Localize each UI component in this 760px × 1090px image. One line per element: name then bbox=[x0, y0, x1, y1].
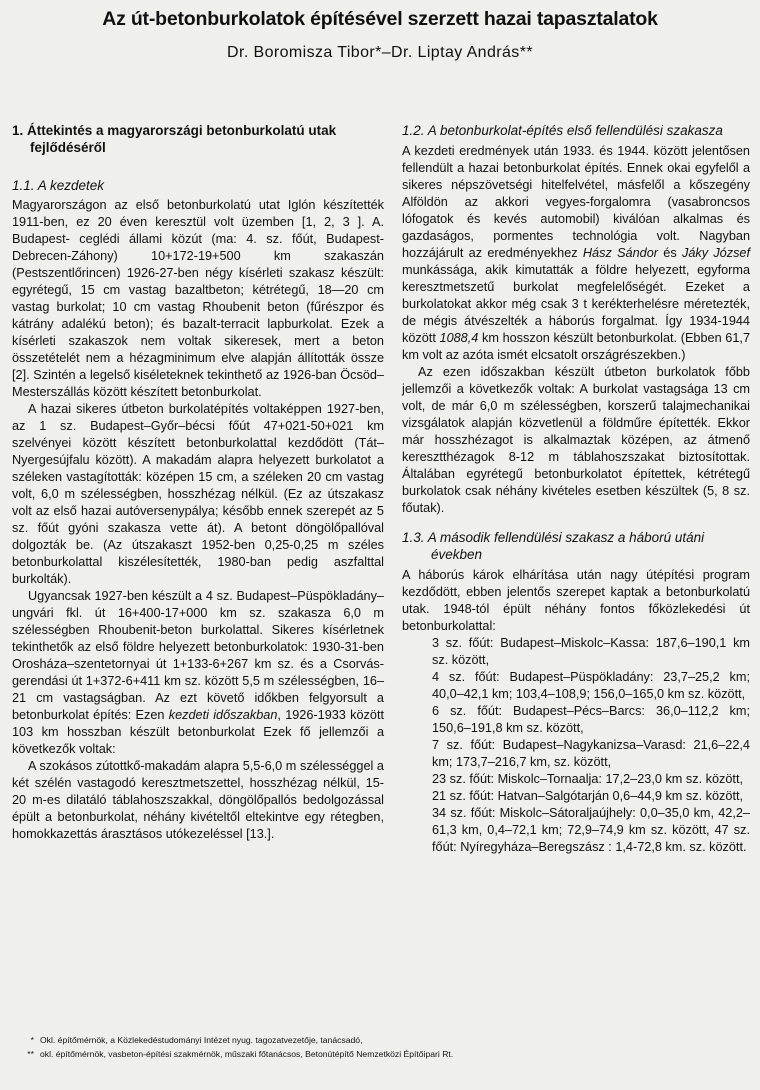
paragraph-5-length: 1088,4 bbox=[439, 331, 479, 345]
paragraph-5-part-a: A kezdeti eredmények után 1933. és 1944. között jelentősen fellendült a hazai betonburkolat építés. Ennek okai egyfelől a sikeres népszövetségi hitelfelvétel, másfelől a kőszegény Alföldön az akkori vegyes-forgalomra (vasabroncsos lófogatok és kevés automobil) kiválóan alkalmas és gazdaságos, pormentes technológia volt. Nagyban hozzájárult az eredményekhez bbox=[402, 144, 750, 260]
footnote-mark: ** bbox=[27, 1049, 34, 1059]
paragraph-3-part-b: , 1926-1933 között 103 km hosszban készült betonburkolat Ezek fő jellemzői a következők voltak: bbox=[12, 708, 384, 756]
right-column bbox=[402, 122, 750, 856]
footnote bbox=[12, 1047, 752, 1061]
footnote bbox=[12, 1033, 752, 1047]
paragraph-4: A szokásos zútottkő-makadám alapra 5,5-6,0 m szélességgel a két szélén vastagodó keresztmetszettel, hosszhézag nélkül, 15-20 m-es dilatáló táblahoszszakkal, döngölőpallós bedolgozással épült a betonburkolat, néhány kivételtől eltekintve egy rétegben, homokkazettás árasztásos utókezeléssel [13.]. bbox=[12, 759, 384, 841]
left-column bbox=[12, 122, 384, 843]
paragraph-5-name-hasz: Hász Sándor bbox=[582, 246, 658, 260]
paragraph-7: A háborús károk elhárítása után nagy útépítési program kezdődött, ebben jelentős szerepet kaptak a betonburkolatú utak. 1948-tól épült néhány fontos főközlekedési út betonburkolattal: bbox=[402, 568, 750, 633]
list-item: 6 sz. főút: Budapest–Pécs–Barcs: 36,0–112,2 km; 150,6–191,8 km sz. között, bbox=[432, 704, 750, 735]
paragraph-5-part-d: km hosszon készült betonburkolat. (Ebben 61,7 km volt az azóta ismét elcsatolt országrészekben.) bbox=[402, 331, 750, 362]
paragraph-3 bbox=[12, 588, 384, 758]
paragraph-3-emphasis: kezdeti időszakban bbox=[168, 708, 278, 722]
subsection-1-3-heading: 1.3. A második fellendülési szakasz a háború utáni években bbox=[402, 530, 705, 562]
paragraph-2: A hazai sikeres útbeton burkolatépítés voltaképpen 1927-ben, az 1 sz. Budapest–Győr–bécsi főút 47+021-50+021 km szelvényei között készített betonburkolattal kezdődött (Tát–Nyergesújfalu között). A makadám alapra helyezett burkolatot a széleken vastagították: középen 15 cm, a széleken 20 cm vastag volt, 6,0 m szélességben, hosszhézag nélkül. (Ez az útszakasz volt az első hazai autóversenypálya; később ennek szerepét az 5 sz. főút gyóni szakasza vette át). A betont döngölőpallóval dolgozták be. (Az útszakaszt 1952-ben 0,25-0,25 m széles betonburkolattal kiszélesítették, 1980-ban pedig aszfalttal burkolták). bbox=[12, 402, 384, 586]
footnote-text: Okl. építőmérnök, a Közlekedéstudományi Intézet nyug. tagozatvezetője, tanácsadó, bbox=[40, 1035, 363, 1045]
road-list bbox=[432, 635, 750, 856]
paragraph-5-name-jaky: Jáky József bbox=[681, 246, 751, 260]
list-item: 34 sz. főút: Miskolc–Sátoraljaújhely: 0,0–35,0 km, 42,2–61,3 km, 0,4–72,1 km; 72,9–74,9 km sz. között, 47 sz. főút: Nyíregyháza–Beregszász : 1,4-72,8 km. sz. között. bbox=[432, 806, 750, 854]
footnote-mark: * bbox=[30, 1035, 34, 1045]
list-item: 7 sz. főút: Budapest–Nagykanizsa–Varasd: 21,6–22,4 km; 173,7–216,7 km, sz. között, bbox=[432, 738, 750, 769]
subsection-1-1-heading: 1.1. A kezdetek bbox=[12, 178, 105, 193]
article-authors: Dr. Boromisza Tibor*–Dr. Liptay András** bbox=[227, 44, 533, 61]
section-1-heading: 1. Áttekintés a magyarországi betonburkolatú utak fejlődéséről bbox=[12, 123, 337, 155]
footnote-text: okl. építőmérnök, vasbeton-építési szakmérnök, műszaki főtanácsos, Betonútépítő Nemzetközi Építőipari Rt. bbox=[40, 1049, 454, 1059]
paragraph-5-part-c: munkássága, akik kimutatták a földre helyezett, egyforma keresztmetszetű burkolat megfelelőségét. Ezeket a burkolatokat akkor még csak 3 t kerékterhelésre méretezték, de mégis átvészelték a háborús forgalmat. Így 1934-1944 között bbox=[402, 263, 750, 345]
paragraph-3-part-a: Ugyancsak 1927-ben készült a 4 sz. Budapest–Püspökladány–ungvári fkl. út 16+400-17+000 km sz. szakasza 6,0 m szélességben Rhoubenit-beton burkolattal. Sikeres kísérletnek tekinthetők az első földre helyezett betonburkolatok: 1930-31-ben Orosháza–szentetornyai út 1+133-6+267 km sz. és a Csorvás-gerendási út 1+372-6+411 km sz. között 5,5 m szélességben, 16–21 cm vastagságban. Az ezt követő időkben felgyorsult a betonburkolat építés: Ezen bbox=[12, 589, 384, 722]
paragraph-5-part-b: és bbox=[658, 246, 682, 260]
footnotes bbox=[12, 1033, 752, 1061]
paragraph-5 bbox=[402, 143, 750, 364]
list-item: 4 sz. főút: Budapest–Püspökladány: 23,7–25,2 km; 40,0–42,1 km; 103,4–108,9; 156,0–165,0 km sz. között, bbox=[432, 670, 750, 701]
list-item: 21 sz. főút: Hatvan–Salgótarján 0,6–44,9 km sz. között, bbox=[432, 789, 744, 803]
subsection-1-2-heading: 1.2. A betonburkolat-építés első fellendülési szakasza bbox=[402, 123, 723, 138]
paragraph-6: Az ezen időszakban készült útbeton burkolatok főbb jellemzői a következők voltak: A burkolat vastagsága 13 cm volt, de már 6,0 m szélességben, korszerű talajmechanikai vizsgálatok alapján közvetlenül a földműre építették. Ekkor már hosszhézagot is alkalmaztak középen, az átmenő keresztthézagok 8-12 m táblahoszszakat biztosítottak. Általában egyrétegű betonburkolatot építettek, kétrétegű burkolatok csak néhány kivételes esetben készültek (5, 8 sz. főutak). bbox=[402, 365, 750, 515]
paragraph-1: Magyarországon az első betonburkolatú utat Iglón készítették 1911-ben, ez 20 éven keresztül volt üzemben [1, 2, 3 ]. A. Budapest- ceglédi állami közút (ma: 4. sz. főút, Budapest-Debrecen-Záhony) 10+172-19+500 km szakaszán (Pestszentlőrincen) 1926-27-ben négy kísérleti szakasz készült: egyrétegű, 15 cm vastag bazaltbeton; kétrétegű, 18—20 cm vastag burkolat; 10 cm vastag Rhoubenit beton (fűrészpor és kátrány adalékú beton); és bazalt-terracit lapburkolat. Ezek a kísérleti szakaszok nem voltak sikeresek, mert a beton összetételét nem a hézagminimum elve alapján állították össze [2]. Szintén a legelső kiséleteknek tekinthető az 1926-ban Öcsöd–Mesterszállás között készített betonburkolat. bbox=[12, 198, 384, 399]
list-item: 3 sz. főút: Budapest–Miskolc–Kassa: 187,6–190,1 km sz. között, bbox=[432, 636, 750, 667]
article-title: Az út-betonburkolatok építésével szerzett hazai tapasztalatok bbox=[102, 8, 658, 30]
list-item: 23 sz. főút: Miskolc–Tornaalja: 17,2–23,0 km sz. között, bbox=[432, 772, 743, 786]
